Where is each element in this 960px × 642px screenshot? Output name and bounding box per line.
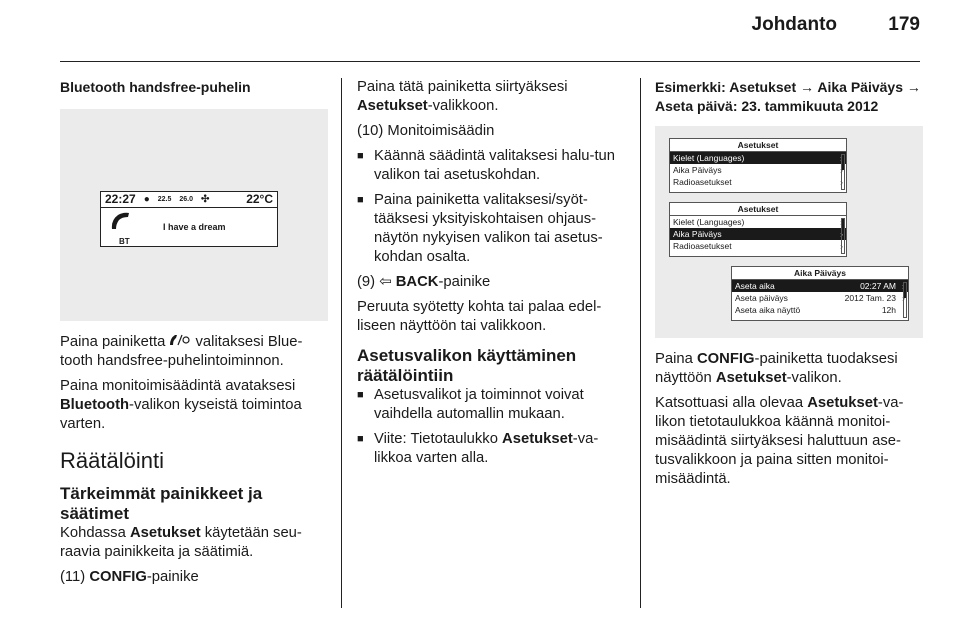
text: -valikon kyseistä toimintoa varten.	[60, 397, 302, 432]
menu-row	[670, 176, 846, 188]
bullet-list-1	[357, 147, 627, 267]
menu-row	[670, 164, 846, 176]
lcd-info-2: 26.0	[179, 196, 193, 203]
scrollbar	[841, 218, 845, 254]
menu-asetukset-1	[669, 138, 847, 193]
text: -va-likkoa varten alla.	[374, 431, 599, 466]
paragraph-4	[60, 568, 328, 587]
text: -painiketta tuodaksesi näyttöön	[655, 351, 898, 386]
menu-aika-paivays	[731, 266, 909, 321]
text: Paina tätä painiketta siirtyäksesi	[357, 79, 568, 95]
paragraph-2: (10) Monitoimisäädin	[357, 123, 495, 139]
bt-label: BT	[119, 237, 130, 246]
paragraph-3	[357, 273, 627, 292]
menu-row-label: Aika Päiväys	[673, 229, 722, 239]
menu-row-label: Aseta aika näyttö	[735, 305, 801, 315]
menu-title: Asetukset	[670, 203, 846, 216]
menu-row	[732, 292, 908, 304]
menu-asetukset-2	[669, 202, 847, 257]
text: valitaksesi Blue-tooth handsfree-puhelintoiminnon.	[60, 334, 303, 369]
paragraph-1	[60, 333, 328, 371]
subsection-heading: Tärkeimmät painikkeet ja säätimet	[60, 484, 263, 523]
fan-icon: ✣	[201, 194, 210, 205]
page-number: 179	[888, 14, 920, 35]
paragraph-2	[60, 377, 328, 434]
paragraph-1	[357, 78, 627, 116]
paragraph-1	[655, 350, 925, 388]
text: Viite: Tietotaulukko	[374, 431, 503, 447]
menu-row	[670, 152, 846, 164]
bullet-list-2	[357, 386, 627, 468]
menu-row-value: 12h	[881, 305, 896, 315]
column-divider-2	[640, 78, 641, 608]
section-heading: Räätälöinti	[60, 448, 164, 473]
list-item	[357, 430, 627, 468]
menu-row-label: Radioasetukset	[673, 241, 732, 251]
bluetooth-display-figure	[60, 109, 328, 321]
list-item: ■ Käännä säädintä valitaksesi halu-tun valikon tai asetuskohdan.	[357, 147, 627, 185]
column-1	[60, 78, 328, 593]
bold-term: CONFIG	[89, 569, 147, 585]
menu-row-label: Kielet (Languages)	[673, 153, 745, 163]
song-title: I have a dream	[163, 222, 226, 232]
lcd-info-1: 22.5	[157, 196, 172, 203]
menu-row	[732, 280, 908, 292]
scrollbar	[903, 282, 907, 318]
list-item: ■ Asetusvalikot ja toiminnot voivat vaihdella automallin mukaan.	[357, 386, 627, 424]
menu-row	[670, 216, 846, 228]
menu-row-label: Aseta aika	[735, 281, 775, 291]
section-subheading: Bluetooth handsfree-puhelin	[60, 79, 251, 95]
text: Paina monitoimisäädintä avataksesi	[60, 378, 296, 394]
menu-row	[670, 240, 846, 252]
menu-row-label: Aseta päiväys	[735, 293, 788, 303]
back-arrow-icon: ⇦	[379, 274, 396, 290]
lcd-temperature: 22°C	[246, 192, 273, 206]
text: Paina	[655, 351, 697, 367]
paragraph-2	[655, 394, 925, 489]
chevron-right-icon: ›	[840, 241, 843, 251]
menu-row-label: Kielet (Languages)	[673, 217, 745, 227]
bold-term: CONFIG	[696, 351, 755, 367]
list-item: ■ Paina painiketta valitaksesi/syöt-tääksesi yksityiskohtaisen ohjaus-näytön nykyisen valikon tai asetus-kohdan osalta.	[357, 191, 627, 267]
text: -valikkoon.	[427, 98, 499, 114]
text: Katsottuasi alla olevaa	[655, 395, 808, 411]
phone-button-icon	[169, 333, 191, 346]
text: (11)	[60, 569, 90, 585]
bold-term: Asetukset	[715, 370, 787, 386]
text: -painike	[438, 274, 491, 290]
lcd-time: 22:27	[105, 192, 136, 206]
menu-title: Aika Päiväys	[732, 267, 908, 280]
menu-row-value: 2012 Tam. 23	[844, 293, 896, 303]
lcd-status-bar	[101, 192, 277, 208]
example-heading: Esimerkki: Asetukset → Aika Päiväys → Aseta päivä: 23. tammikuuta 2012	[655, 79, 921, 114]
chapter-title: Johdanto	[751, 14, 838, 35]
column-3	[655, 78, 925, 495]
settings-dot-icon: ●	[143, 194, 150, 205]
menu-title: Asetukset	[670, 139, 846, 152]
menu-row-label: Radioasetukset	[673, 177, 732, 187]
bold-term: Asetukset	[129, 525, 201, 541]
menu-row-label: Aika Päiväys	[673, 165, 722, 175]
text: -va-likon tietotaulukkoa käännä monitoi-misäädintä siirtyäksesi haluttuun ase-tusvalikkoon ja paina sitten monitoi-misäädintä.	[655, 395, 904, 487]
text: Kohdassa	[60, 525, 130, 541]
subsection-heading: Asetusvalikon käyttäminen räätälöintiin	[357, 346, 577, 385]
header-rule	[60, 61, 920, 62]
bold-term: Asetukset	[807, 395, 878, 411]
scrollbar	[841, 154, 845, 190]
page-header	[752, 14, 920, 36]
text: -valikon.	[786, 370, 842, 386]
text: käytetään seu-raavia painikkeita ja säätimiä.	[60, 525, 302, 560]
bold-term: Asetukset	[357, 98, 428, 114]
text: (9)	[357, 274, 380, 290]
bold-term: Bluetooth	[60, 397, 130, 413]
settings-menus-figure	[655, 126, 923, 338]
column-2	[357, 78, 627, 474]
text: Paina painiketta	[60, 334, 170, 350]
paragraph-4: Peruuta syötetty kohta tai palaa edel-liseen näyttöön tai valikkoon.	[357, 299, 602, 334]
menu-row	[732, 304, 908, 316]
bold-term: Asetukset	[502, 431, 573, 447]
paragraph-3	[60, 524, 328, 562]
text: -painike	[146, 569, 199, 585]
bold-term: BACK	[395, 274, 439, 290]
lcd-body	[101, 208, 277, 246]
column-divider-1	[341, 78, 342, 608]
menu-row	[670, 228, 846, 240]
phone-handset-icon	[109, 210, 131, 232]
lcd-screen	[100, 191, 278, 247]
chevron-right-icon: ›	[840, 177, 843, 187]
menu-row-value: 02:27 AM	[860, 281, 896, 291]
